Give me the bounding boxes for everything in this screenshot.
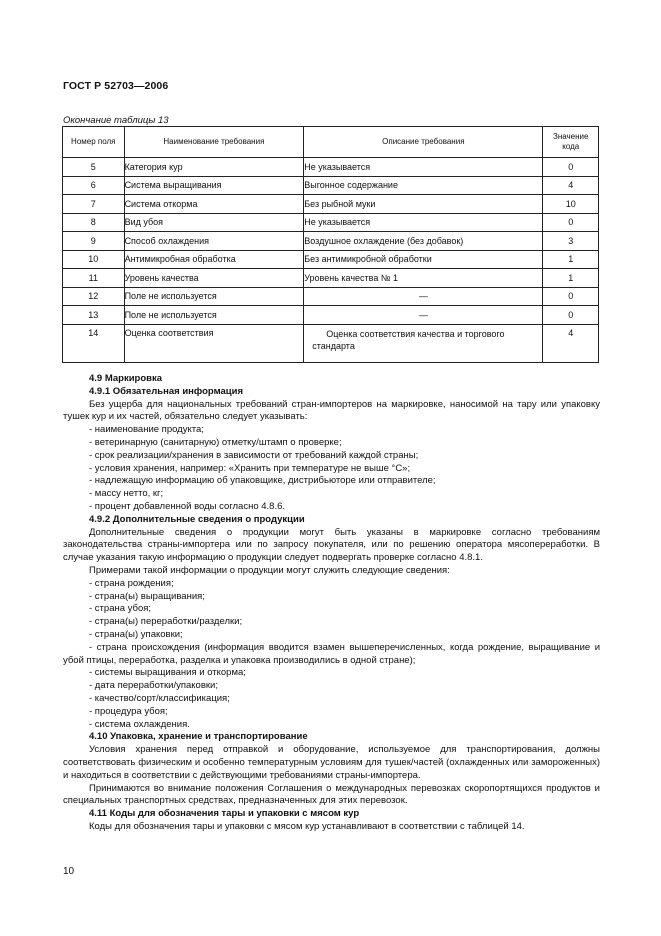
cell-num: 6 [63,176,125,195]
cell-code: 1 [543,269,599,288]
cell-code: 0 [543,158,599,177]
table-row [63,195,599,214]
cell-desc: Не указывается [304,158,543,177]
paragraph: Коды для обозначения тары и упаковки с мясом кур устанавливают в соответствии с таблицей 14. [89,820,525,832]
cell-code: 0 [543,213,599,232]
document-header: ГОСТ Р 52703—2006 [63,80,169,92]
cell-num: 13 [63,306,125,325]
list-item: - надлежащую информацию об упаковщике, дистрибьюторе или отправителе; [89,475,436,487]
section-heading: 4.11 Коды для обозначения тары и упаковки с мясом кур [89,808,360,820]
cell-code: 3 [543,232,599,251]
table-header-row [63,127,599,158]
cell-name: Способ охлаждения [124,232,304,251]
cell-desc: — [304,287,543,306]
paragraph: Дополнительные сведения о продукции могут быть указаны в маркировке согласно требованиям законодательства страны-импортера или по запросу покупателя, или по решению оператора мясопереработки. В случае указания такую информацию о продукции следует подвергать проверке согласно 4.8.1. [63,526,600,564]
table-13 [62,126,599,363]
cell-name: Уровень качества [124,269,304,288]
list-item: - дата переработки/упаковки; [89,680,218,692]
cell-name: Категория кур [124,158,304,177]
cell-name: Антимикробная обработка [124,250,304,269]
list-item: - наименование продукта; [89,424,204,436]
cell-desc: Без антимикробной обработки [304,250,543,269]
list-item: - страна происхождения (информация вводится взамен вышеперечисленных, когда рождение, выращивание и убой птицы, переработка, разделка и упаковка производились в одной стране); [63,641,600,666]
list-item: - качество/сорт/классификация; [89,692,230,704]
subsection-heading: 4.9.1 Обязательная информация [89,385,243,397]
cell-desc: Не указывается [304,213,543,232]
paragraph: Условия хранения перед отправкой и оборудование, используемое для транспортирования, должны соответствовать физическим и особенно температурным условиям для тушек/частей (охлажденных или замороженных) и находиться в соответствии с действующими требованиями страны-импортера. [63,744,600,781]
list-item: - срок реализации/хранения в зависимости от требований каждой страны; [89,449,419,461]
cell-desc: Воздушное охлаждение (без добавок) [304,232,543,251]
cell-desc: Без рыбной муки [304,195,543,214]
list-item: - страна(ы) выращивания; [89,590,205,602]
table-row [63,306,599,325]
cell-num: 10 [63,250,125,269]
header-name: Наименование требования [124,127,304,158]
cell-code: 10 [543,195,599,214]
cell-code: 0 [543,287,599,306]
cell-name: Система выращивания [124,176,304,195]
list-item: - система охлаждения. [89,718,190,730]
cell-num: 12 [63,287,125,306]
cell-name: Система откорма [124,195,304,214]
list-item: - процедура убоя; [89,705,168,717]
cell-name: Оценка соответствия [124,324,304,362]
document-body [63,373,600,834]
paragraph: Примерами такой информации о продукции могут служить следующие сведения: [89,564,450,576]
list-item: - массу нетто, кг; [89,488,164,500]
cell-desc: — [304,306,543,325]
cell-name: Поле не используется [124,287,304,306]
table-row [63,158,599,177]
section-heading: 4.10 Упаковка, хранение и транспортирование [89,731,308,743]
subsection-heading: 4.9.2 Дополнительные сведения о продукции [89,513,305,525]
list-item: - процент добавленной воды согласно 4.8.6. [89,500,286,512]
table-row [63,250,599,269]
cell-code: 4 [543,324,599,362]
table-row [63,176,599,195]
table-row [63,287,599,306]
cell-desc: Выгонное содержание [304,176,543,195]
cell-num: 9 [63,232,125,251]
cell-num: 14 [63,324,125,362]
cell-code: 0 [543,306,599,325]
table-row [63,324,599,362]
cell-desc: Оценка соответствия качества и торгового стандарта [304,324,543,362]
table-row [63,232,599,251]
section-heading: 4.9 Маркировка [89,373,163,384]
cell-desc: Уровень качества № 1 [304,269,543,288]
cell-num: 5 [63,158,125,177]
cell-code: 1 [543,250,599,269]
list-item: - системы выращивания и откорма; [89,667,246,679]
paragraph: Без ущерба для национальных требований стран-импортеров на маркировке, наносимой на тару или упаковку тушек кур и их частей, обязательно следует указывать: [63,398,600,423]
cell-name: Поле не используется [124,306,304,325]
list-item: - страна рождения; [89,577,174,589]
cell-code: 4 [543,176,599,195]
cell-num: 11 [63,269,125,288]
list-item: - страна(ы) упаковки; [89,628,183,640]
table-row [63,269,599,288]
cell-name: Вид убоя [124,213,304,232]
cell-num: 8 [63,213,125,232]
table-caption: Окончание таблицы 13 [63,115,169,126]
table-row [63,213,599,232]
header-desc: Описание требования [304,127,543,158]
list-item: - страна убоя; [89,603,152,615]
page-number: 10 [63,866,75,877]
header-num: Номер поля [63,127,125,158]
list-item: - страна(ы) переработки/разделки; [89,616,243,628]
cell-num: 7 [63,195,125,214]
list-item: - условия хранения, например: «Хранить при температуре не выше °С»; [89,462,411,474]
paragraph: Принимаются во внимание положения Соглашения о международных перевозках скоропортящихся продуктов и специальных транспортных средствах, предназначенных для этих перевозок. [63,782,600,807]
list-item: - ветеринарную (санитарную) отметку/штамп о проверке; [89,436,342,448]
header-code: Значение кода [543,127,599,158]
